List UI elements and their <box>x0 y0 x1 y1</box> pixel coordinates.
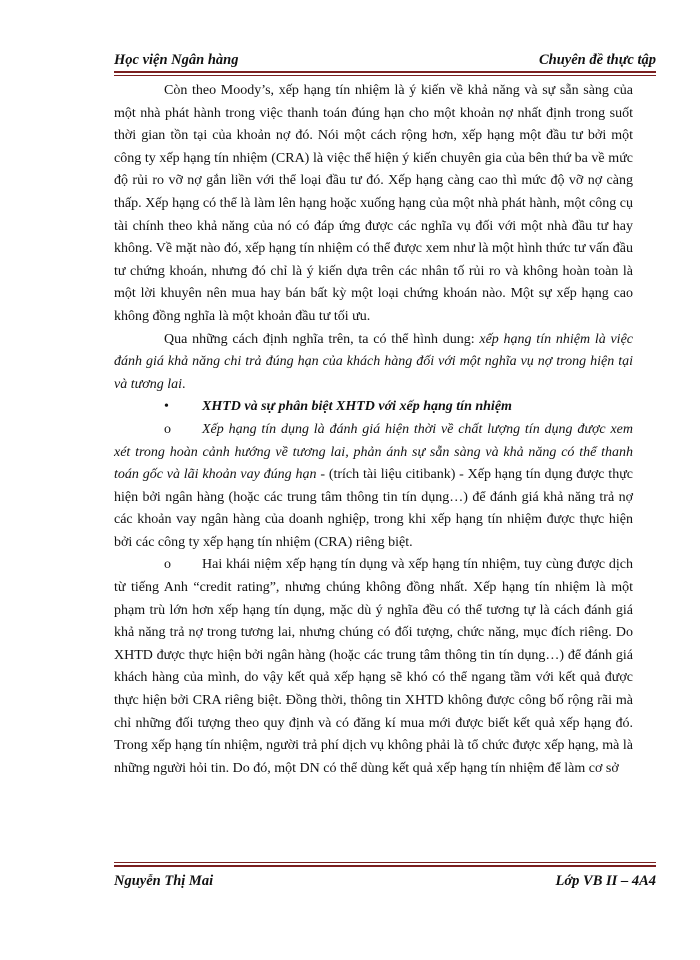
list-item <box>114 419 633 555</box>
list-item-definition: Xếp hạng tín dụng là đánh giá hiện thời về chất lượng tín dụng được xem xét trong hoàn cảnh hướng về tương lai, phản ánh sự sẵn sàng và khả năng có thể thanh toán gốc và lãi khoản vay đúng hạn <box>114 421 633 483</box>
section-heading <box>114 396 633 419</box>
summary-lead: Qua những cách định nghĩa trên, ta có thể hình dung: <box>164 331 480 347</box>
footer-rule-thin <box>114 862 656 863</box>
summary-end: . <box>182 376 186 392</box>
paragraph-moodys: Còn theo Moody’s, xếp hạng tín nhiệm là ý kiến về khả năng và sự sẵn sàng của một nhà phát hành trong việc thanh toán đúng hạn cho một khoản nợ nhất định trong suốt thời gian tồn tại của khoản nợ đó. Nói một cách rộng hơn, xếp hạng một đầu tư bởi một công ty xếp hạng tín nhiệm (CRA) là việc thể hiện ý kiến chuyên gia của bên thứ ba về mức độ rủi ro vỡ nợ gắn liền với thể loại đầu tư đó. Xếp hạng càng cao thì mức độ vỡ nợ càng thấp. Xếp hạng có thể là làm lên hạng hoặc xuống hạng của một nhà phát hành, một công cụ tài chính theo khả năng của nó có đáp ứng được các nghĩa vụ đối với một nhà đầu tư hay không. Về mặt nào đó, xếp hạng tín nhiệm có thể được xem như là một hình thức tư vấn đầu tư chứng khoán, nhưng đó chỉ là ý kiến dựa trên các nhân tố rủi ro và không hoàn toàn là một lời khuyên nên mua hay bán bất kỳ một loại chứng khoán nào. Một sự xếp hạng cao không đồng nghĩa là một khoản đầu tư tối ưu. <box>114 83 633 324</box>
footer-class: Lớp VB II – 4A4 <box>555 873 656 889</box>
footer-author: Nguyễn Thị Mai <box>114 873 214 889</box>
summary-definition: xếp hạng tín nhiệm là việc đánh giá khả năng chi trả đúng hạn của khách hàng đối với một nghĩa vụ nợ trong hiện tại và tương lai <box>114 331 633 392</box>
page-footer <box>114 869 656 891</box>
list-marker-icon: o <box>164 421 171 437</box>
footer-rule-thick <box>114 865 656 867</box>
page-body <box>114 80 633 780</box>
header-document-type: Chuyên đề thực tập <box>538 52 656 68</box>
paragraph-summary <box>114 329 633 397</box>
bullet-icon: • <box>164 399 169 415</box>
list-marker-icon: o <box>164 557 171 573</box>
list-item <box>114 554 633 780</box>
header-institution: Học viện Ngân hàng <box>114 52 239 68</box>
header-rule-thin <box>114 75 656 76</box>
header-rule-thick <box>114 71 656 73</box>
list-item-text: - (trích tài liệu citibank) - Xếp hạng tín dụng được thực hiện bởi ngân hàng (hoặc các trung tâm thông tin tín dụng…) để đánh giá khả năng trả nợ các khoản vay ngân hàng của doanh nghiệp, trong khi xếp hạng tín nhiệm được thực hiện bởi các công ty xếp hạng tín nhiệm (CRA) riêng biệt. <box>114 467 633 550</box>
section-heading-text: XHTD và sự phân biệt XHTD với xếp hạng tín nhiệm <box>202 399 512 415</box>
list-item-text: Hai khái niệm xếp hạng tín dụng và xếp hạng tín nhiệm, tuy cùng được dịch từ tiếng Anh “credit rating”, nhưng chúng không đồng nhất. Xếp hạng tín nhiệm là một phạm trù lớn hơn xếp hạng tín dụng, mặc dù ý nghĩa đều có thể tương tự là cách đánh giá khả năng trả nợ trong tương lai, nhưng chúng có đối tượng, chức năng, mục đích riêng. Do XHTD được thực hiện bởi ngân hàng (hoặc các trung tâm thông tin tín dụng…) để đánh giá khách hàng của mình, do vậy kết quả xếp hạng sẽ khó có thể ngang tầm với kết quả được thực hiện bởi CRA riêng biệt. Đồng thời, thông tin XHTD không được công bố rộng rãi mà chỉ những đối tượng theo quy định và có đăng kí mua mới được biết kết quả xếp hạng đó. Trong xếp hạng tín nhiệm, người trả phí dịch vụ không phải là tổ chức được xếp hạng, mà là những người hỏi tin. Do đó, một DN có thể dùng kết quả xếp hạng tín nhiệm để làm cơ sở <box>114 557 633 776</box>
page-header <box>114 48 656 70</box>
